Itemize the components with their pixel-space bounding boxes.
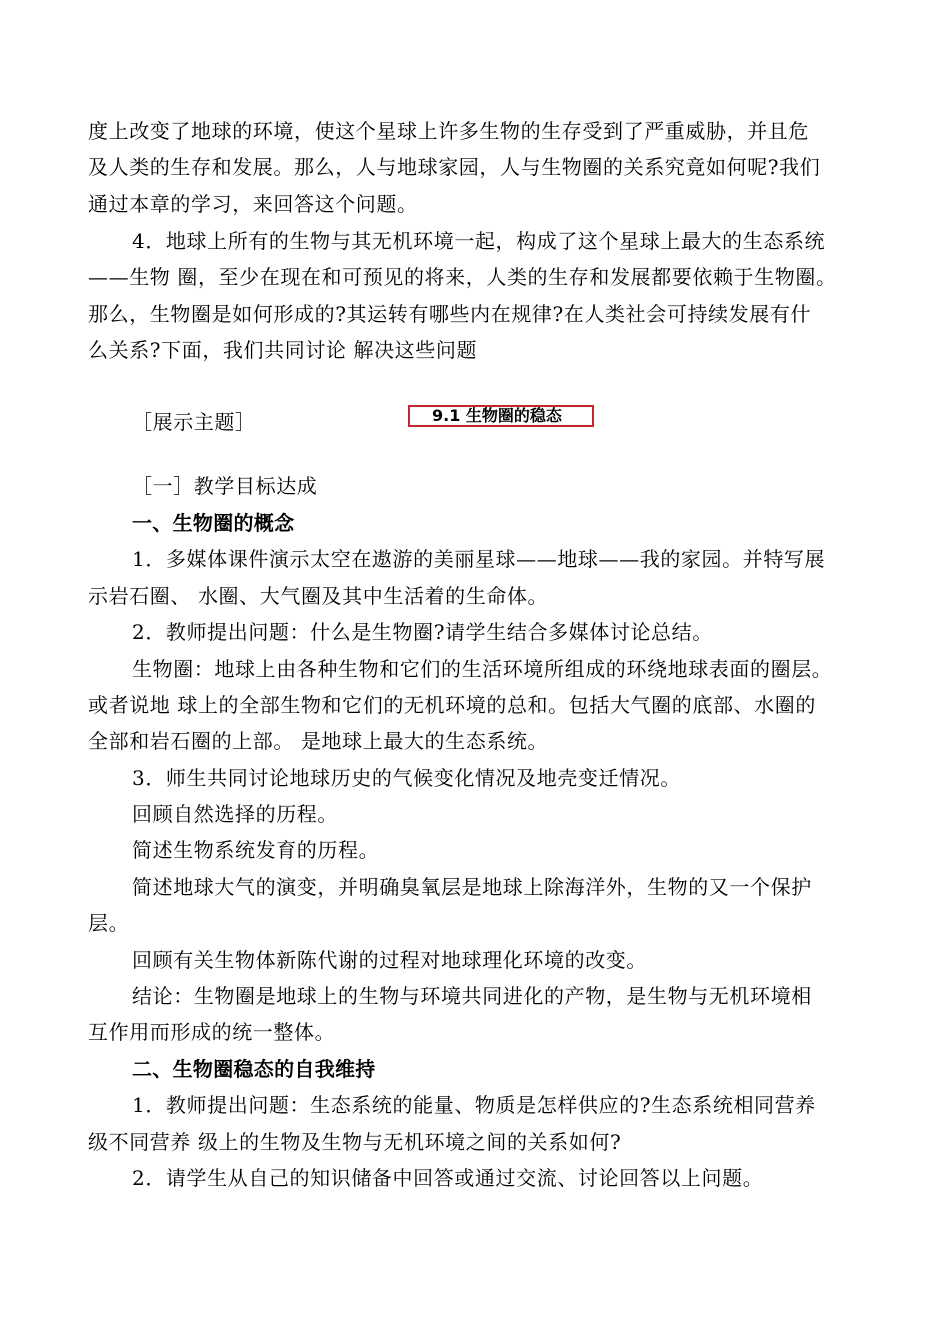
concept-line-14: 互作用而形成的统一整体。 — [88, 1020, 336, 1044]
concept-line-9: 简述生物系统发育的历程。 — [132, 838, 380, 862]
section-title-box — [408, 405, 594, 427]
homeostasis-line-1: 1．教师提出问题：生态系统的能量、物质是怎样供应的?生态系统相同营养 — [132, 1093, 816, 1117]
para4-line-3: 那么，生物圈是如何形成的?其运转有哪些内在规律?在人类社会可持续发展有什 — [88, 302, 812, 326]
para4-line-2: ——生物 圈，至少在现在和可预见的将来，人类的生存和发展都要依赖于生物圈。 — [88, 265, 837, 289]
concept-line-3: 2．教师提出问题：什么是生物圈?请学生结合多媒体讨论总结。 — [132, 620, 713, 644]
heading-goals: ［一］教学目标达成 — [132, 474, 318, 498]
show-theme-label: ［展示主题］ — [132, 410, 256, 434]
concept-line-13: 结论：生物圈是地球上的生物与环境共同进化的产物，是生物与无机环境相 — [132, 984, 812, 1008]
intro-line-3: 通过本章的学习，来回答这个问题。 — [88, 192, 418, 216]
concept-line-8: 回顾自然选择的历程。 — [132, 802, 338, 826]
intro-line-2: 及人类的生存和发展。那么，人与地球家园，人与生物圈的关系究竟如何呢?我们 — [88, 155, 821, 179]
section-title-text: 9.1 生物圈的稳态 — [432, 406, 562, 425]
concept-line-5: 或者说地 球上的全部生物和它们的无机环境的总和。包括大气圈的底部、水圈的 — [88, 693, 816, 717]
concept-line-11: 层。 — [88, 911, 130, 935]
concept-line-4: 生物圈：地球上由各种生物和它们的生活环境所组成的环绕地球表面的圈层。 — [132, 657, 833, 681]
concept-line-2: 示岩石圈、 水圈、大气圈及其中生活着的生命体。 — [88, 584, 549, 608]
heading-concept: 一、生物圈的概念 — [132, 511, 295, 535]
heading-homeostasis: 二、生物圈稳态的自我维持 — [132, 1057, 376, 1081]
intro-line-1: 度上改变了地球的环境，使这个星球上许多生物的生存受到了严重威胁，并且危 — [88, 119, 809, 143]
concept-line-6: 全部和岩石圈的上部。 是地球上最大的生态系统。 — [88, 729, 549, 753]
concept-line-10: 简述地球大气的演变，并明确臭氧层是地球上除海洋外，生物的又一个保护 — [132, 875, 812, 899]
concept-line-12: 回顾有关生物体新陈代谢的过程对地球理化环境的改变。 — [132, 948, 647, 972]
homeostasis-line-2: 级不同营养 级上的生物及生物与无机环境之间的关系如何? — [88, 1130, 622, 1154]
homeostasis-line-3: 2．请学生从自己的知识储备中回答或通过交流、讨论回答以上问题。 — [132, 1166, 764, 1190]
para4-line-1: 4．地球上所有的生物与其无机环境一起，构成了这个星球上最大的生态系统 — [132, 229, 826, 253]
concept-line-7: 3．师生共同讨论地球历史的气候变化情况及地壳变迁情况。 — [132, 766, 681, 790]
para4-line-4: 么关系?下面，我们共同讨论 解决这些问题 — [88, 338, 478, 362]
concept-line-1: 1．多媒体课件演示太空在遨游的美丽星球——地球——我的家园。并特写展 — [132, 547, 826, 571]
